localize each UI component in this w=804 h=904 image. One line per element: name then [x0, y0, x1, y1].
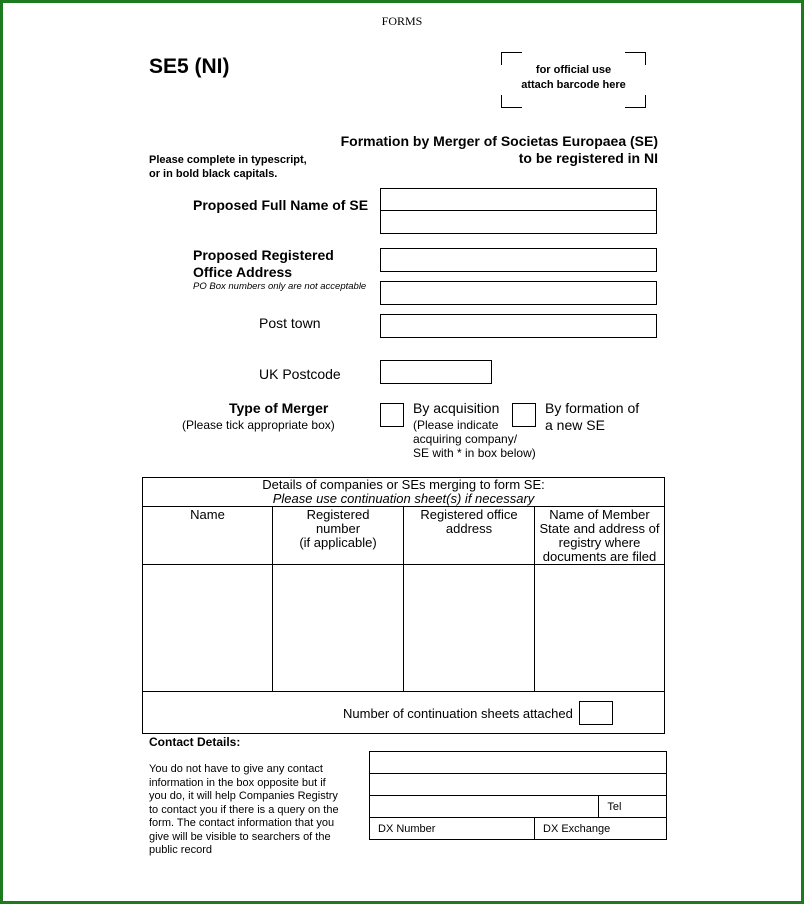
column-header-member-state	[535, 507, 665, 565]
formation-label-line2: a new SE	[545, 417, 605, 433]
office-address-input-line1[interactable]	[380, 248, 657, 272]
col4-line2: State and address of	[539, 521, 660, 536]
continuation-count-input[interactable]	[579, 701, 613, 725]
instruction-line2: or in bold black capitals.	[149, 168, 278, 180]
contact-para-line6: give will be visible to searchers of the	[149, 830, 331, 843]
contact-details-table	[369, 751, 667, 840]
po-box-note: PO Box numbers only are not acceptable	[193, 281, 367, 292]
column-header-office-address	[404, 507, 535, 565]
form-title-line2: to be registered in NI	[518, 150, 658, 166]
formation-label	[545, 400, 639, 434]
table-heading-cell	[143, 478, 665, 507]
contact-para-line4: to contact you if there is a query on the	[149, 803, 339, 816]
office-address-label	[193, 247, 334, 281]
acquisition-note-line2: acquiring company/	[413, 432, 518, 446]
forms-header: FORMS	[381, 14, 423, 28]
office-address-label-line2: Office Address	[193, 264, 293, 280]
tel-label: Tel	[607, 800, 622, 813]
contact-para-line5: form. The contact information that you	[149, 817, 335, 829]
contact-para-line3: you do, it will help Companies Registry	[149, 790, 338, 802]
formation-checkbox[interactable]	[512, 403, 536, 427]
contact-name-field[interactable]	[370, 752, 667, 774]
continuation-row	[143, 692, 665, 734]
contact-para-line2: information in the box opposite but if	[149, 776, 326, 789]
dx-number-field[interactable]	[370, 818, 535, 840]
barcode-text-line2: attach barcode here	[521, 79, 626, 91]
col3-line2: address	[445, 521, 493, 536]
table-subheading: Please use continuation sheet(s) if necessary	[272, 491, 535, 506]
instruction-line1: Please complete in typescript,	[149, 154, 307, 166]
col4-line4: documents are filed	[542, 549, 657, 564]
dx-exchange-label: DX Exchange	[543, 822, 611, 835]
barcode-corner-bl	[501, 95, 522, 108]
name-entry-cell[interactable]	[143, 565, 273, 692]
dx-number-label: DX Number	[378, 822, 436, 835]
table-heading: Details of companies or SEs merging to form SE:	[262, 477, 545, 492]
barcode-corner-br	[625, 95, 646, 108]
acquisition-note-line1: (Please indicate	[413, 418, 499, 432]
col2-line1: Registered	[306, 507, 370, 522]
column-header-name	[143, 507, 273, 565]
merging-companies-table	[142, 477, 665, 734]
col2-line3: (if applicable)	[299, 535, 377, 550]
dx-exchange-field[interactable]	[535, 818, 667, 840]
registered-number-entry-cell[interactable]	[273, 565, 404, 692]
merger-type-hint: (Please tick appropriate box)	[182, 418, 335, 432]
col4-line1: Name of Member	[549, 507, 650, 522]
office-address-label-line1: Proposed Registered	[193, 247, 334, 263]
contact-para-line1: You do not have to give any contact	[149, 763, 323, 775]
postcode-input[interactable]	[380, 360, 492, 384]
barcode-area	[501, 63, 646, 93]
contact-info-paragraph	[149, 763, 339, 858]
full-name-input-line1[interactable]	[380, 188, 657, 212]
formation-label-line1: By formation of	[545, 400, 640, 416]
full-name-input-line2[interactable]	[380, 210, 657, 234]
col4-line3: registry where	[558, 535, 641, 550]
contact-address-field-2[interactable]	[370, 796, 599, 818]
acquisition-label: By acquisition	[413, 400, 500, 416]
contact-address-field[interactable]	[370, 774, 667, 796]
merger-type-label: Type of Merger	[229, 400, 329, 416]
column-header-name-text: Name	[190, 507, 225, 522]
office-address-input-line2[interactable]	[380, 281, 657, 305]
office-address-entry-cell[interactable]	[404, 565, 535, 692]
post-town-label: Post town	[259, 315, 321, 331]
tel-field[interactable]	[599, 796, 667, 818]
completion-instructions	[149, 153, 307, 181]
full-name-label: Proposed Full Name of SE	[193, 197, 369, 213]
form-code: SE5 (NI)	[149, 55, 230, 78]
continuation-label: Number of continuation sheets attached	[343, 706, 573, 721]
barcode-text-line1: for official use	[535, 64, 612, 76]
acquisition-note-line3: SE with * in box below)	[413, 446, 536, 460]
acquisition-checkbox[interactable]	[380, 403, 404, 427]
post-town-input[interactable]	[380, 314, 657, 338]
member-state-entry-cell[interactable]	[535, 565, 665, 692]
postcode-label: UK Postcode	[259, 366, 341, 382]
contact-details-heading: Contact Details:	[149, 735, 241, 749]
col2-line2: number	[315, 521, 361, 536]
column-header-registered-number	[273, 507, 404, 565]
col3-line1: Registered office	[420, 507, 518, 522]
form-title	[341, 133, 658, 167]
contact-para-line7: public record	[149, 844, 212, 856]
form-title-line1: Formation by Merger of Societas Europaea (SE)	[340, 133, 658, 149]
